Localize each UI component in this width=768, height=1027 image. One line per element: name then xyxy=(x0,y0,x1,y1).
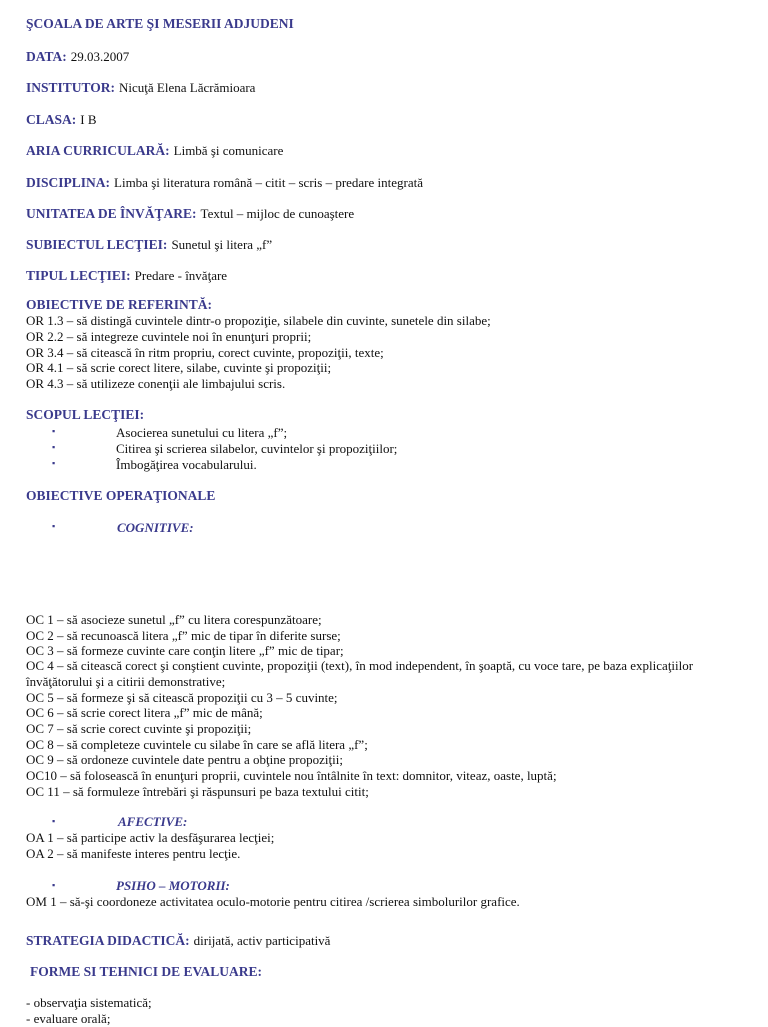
scope-item: Asocierea sunetului cu litera „f”; xyxy=(116,425,288,440)
type-row xyxy=(26,267,227,285)
affective-item: OA 1 – să participe activ la desfăşurarea lecţiei; xyxy=(26,830,275,845)
scope-title: SCOPUL LECŢIEI: xyxy=(26,407,145,422)
teacher-value: Nicuţă Elena Lăcrămioara xyxy=(119,80,256,95)
discipline-label: DISCIPLINA: xyxy=(26,175,111,190)
cognitive-item: OC 9 – să ordoneze cuvintele date pentru a obţine propoziţii; xyxy=(26,752,343,767)
area-value: Limbă şi comunicare xyxy=(173,143,284,158)
cognitive-title: COGNITIVE: xyxy=(117,520,194,535)
reference-item: OR 1.3 – să distingă cuvintele dintr-o propoziţie, silabele din cuvinte, sunetele din silabe; xyxy=(26,313,491,328)
cognitive-item: OC 2 – să recunoască litera „f” mic de tipar în diferite surse; xyxy=(26,628,341,643)
date-value: 29.03.2007 xyxy=(70,49,130,64)
reference-title: OBIECTIVE DE REFERINTĂ: xyxy=(26,297,213,312)
scope-item: Îmbogăţirea vocabularului. xyxy=(116,457,257,472)
cognitive-item: OC 3 – să formeze cuvinte care conţin litere „f” mic de tipar; xyxy=(26,643,344,658)
strategy-value: dirijată, activ participativă xyxy=(193,933,331,948)
type-value: Predare - învăţare xyxy=(134,268,228,283)
teacher-label: INSTITUTOR: xyxy=(26,80,116,95)
subject-value: Sunetul şi litera „f” xyxy=(171,237,273,252)
psycho-title: PSIHO – MOTORII: xyxy=(116,878,230,893)
class-row xyxy=(26,111,97,129)
date-row xyxy=(26,48,129,66)
discipline-row xyxy=(26,174,423,192)
type-label: TIPUL LECŢIEI: xyxy=(26,268,131,283)
operational-title: OBIECTIVE OPERAŢIONALE xyxy=(26,488,216,503)
affective-title: AFECTIVE: xyxy=(118,814,188,829)
cognitive-item: OC 1 – să asocieze sunetul „f” cu litera corespunzătoare; xyxy=(26,612,322,627)
evaluation-item: - evaluare orală; xyxy=(26,1011,111,1026)
bullet-icon: ▪ xyxy=(52,458,56,468)
subject-row xyxy=(26,236,272,254)
bullet-icon: ▪ xyxy=(52,816,56,826)
school-name: ŞCOALA DE ARTE ŞI MESERII ADJUDENI xyxy=(26,16,294,31)
cognitive-item: OC 11 – să formuleze întrebări şi răspunsuri pe baza textului citit; xyxy=(26,784,369,799)
affective-item: OA 2 – să manifeste interes pentru lecţie. xyxy=(26,846,241,861)
unit-row xyxy=(26,205,354,223)
area-row xyxy=(26,142,283,160)
bullet-icon: ▪ xyxy=(52,442,56,452)
bullet-icon: ▪ xyxy=(52,426,56,436)
bullet-icon: ▪ xyxy=(52,880,56,890)
cognitive-item: OC 7 – să scrie corect cuvinte şi propoziţii; xyxy=(26,721,252,736)
cognitive-item: OC10 – să folosească în enunţuri proprii, cuvintele nou întâlnite în text: domnitor, viteaz, oaste, luptă; xyxy=(26,768,557,783)
date-label: DATA: xyxy=(26,49,67,64)
cognitive-item: OC 5 – să formeze şi să citească propoziţii cu 3 – 5 cuvinte; xyxy=(26,690,338,705)
unit-label: UNITATEA DE ÎNVĂŢARE: xyxy=(26,206,197,221)
reference-item: OR 3.4 – să citească în ritm propriu, corect cuvinte, propoziţii, texte; xyxy=(26,345,384,360)
reference-item: OR 2.2 – să integreze cuvintele noi în enunţuri proprii; xyxy=(26,329,312,344)
bullet-icon: ▪ xyxy=(52,521,56,531)
strategy-row xyxy=(26,932,330,950)
teacher-row xyxy=(26,79,255,97)
scope-item: Citirea şi scrierea silabelor, cuvintelor şi propoziţiilor; xyxy=(116,441,398,456)
evaluation-item: - observaţia sistematică; xyxy=(26,995,152,1010)
reference-item: OR 4.1 – să scrie corect litere, silabe, cuvinte şi propoziţii; xyxy=(26,360,332,375)
cognitive-item: OC 8 – să completeze cuvintele cu silabe în care se află litera „f”; xyxy=(26,737,368,752)
area-label: ARIA CURRICULARĂ: xyxy=(26,143,170,158)
reference-item: OR 4.3 – să utilizeze conenţii ale limbajului scris. xyxy=(26,376,286,391)
class-value: I B xyxy=(80,112,97,127)
discipline-value: Limba şi literatura română – citit – scris – predare integrată xyxy=(114,175,424,190)
cognitive-item: OC 6 – să scrie corect litera „f” mic de mână; xyxy=(26,705,263,720)
class-label: CLASA: xyxy=(26,112,77,127)
cognitive-item: OC 4 – să citească corect şi conştient cuvinte, propoziţii (text), în mod independent, în şoaptă, cu voce tare, pe baza explicaţiilor învăţătorului şi a citirii demonstrative; xyxy=(26,658,694,689)
evaluation-title: FORME SI TEHNICI DE EVALUARE: xyxy=(30,964,263,979)
unit-value: Textul – mijloc de cunoaştere xyxy=(200,206,355,221)
subject-label: SUBIECTUL LECŢIEI: xyxy=(26,237,168,252)
psycho-item: OM 1 – să-şi coordoneze activitatea oculo-motorie pentru citirea /scrierea simbolurilor grafice. xyxy=(26,894,520,909)
strategy-label: STRATEGIA DIDACTICĂ: xyxy=(26,933,190,948)
